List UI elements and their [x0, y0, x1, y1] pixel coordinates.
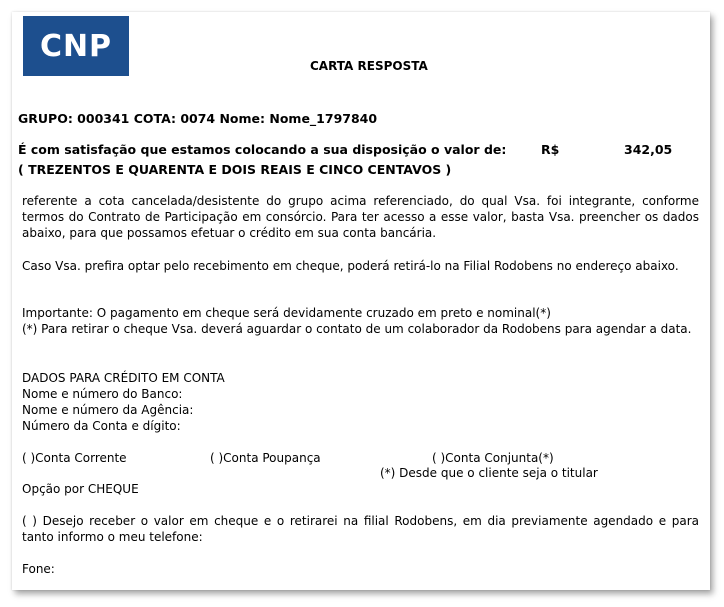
- group-line: GRUPO: 000341 COTA: 0074 Nome: Nome_1797840: [18, 111, 378, 126]
- page-title: CARTA RESPOSTA: [310, 59, 428, 73]
- paragraph-text: Caso Vsa. prefira optar pelo recebimento em cheque, poderá retirá-lo na Filial Rodobens no endereço abaixo.: [22, 259, 679, 273]
- conjunta-note: (*) Desde que o cliente seja o titular: [380, 466, 598, 480]
- amount-value: 342,05: [624, 142, 673, 157]
- option-conta-conjunta[interactable]: ( )Conta Conjunta(*): [432, 451, 554, 465]
- cheque-heading: Opção por CHEQUE: [22, 482, 139, 496]
- phone-label: Fone:: [22, 562, 55, 576]
- account-field-label: Número da Conta e dígito:: [22, 419, 181, 433]
- important-line-2: (*) Para retirar o cheque Vsa. deverá aguardar o contato de um colaborador da Rodobens para agendar a data.: [22, 322, 692, 336]
- amount-in-words: ( TREZENTOS E QUARENTA E DOIS REAIS E CINCO CENTAVOS ): [18, 162, 452, 177]
- cheque-option[interactable]: [22, 513, 699, 545]
- option-conta-poupanca[interactable]: ( )Conta Poupança: [210, 451, 321, 465]
- credit-section: [22, 370, 699, 434]
- credit-heading: DADOS PARA CRÉDITO EM CONTA: [22, 371, 225, 385]
- paragraph-text: referente a cota cancelada/desistente do grupo acima referenciado, do qual Vsa. foi integrante, conforme termos do Contrato de Participação em consórcio. Para ter acesso a esse valor, basta Vsa. preencher os dados abaixo, para que possamos efetuar o crédito em sua conta bancária.: [22, 194, 699, 240]
- cnp-logo: [23, 16, 129, 76]
- important-line-1: Importante: O pagamento em cheque será devidamente cruzado em preto e nominal(*): [22, 306, 551, 320]
- letter-sheet: [12, 12, 710, 590]
- bank-field-label: Nome e número do Banco:: [22, 387, 183, 401]
- paragraph-important: [22, 305, 699, 337]
- agency-field-label: Nome e número da Agência:: [22, 403, 194, 417]
- paragraph-reference: [22, 193, 699, 241]
- logo-text: CNP: [39, 28, 113, 64]
- cheque-option-text: ( ) Desejo receber o valor em cheque e o retirarei na filial Rodobens, em dia previamente agendado e para tanto informo o meu telefone:: [22, 514, 699, 544]
- paragraph-cheque-option: [22, 258, 699, 274]
- currency-symbol: R$: [541, 142, 560, 157]
- satisfaction-text: É com satisfação que estamos colocando a sua disposição o valor de:: [18, 142, 507, 157]
- option-conta-corrente[interactable]: ( )Conta Corrente: [22, 451, 127, 465]
